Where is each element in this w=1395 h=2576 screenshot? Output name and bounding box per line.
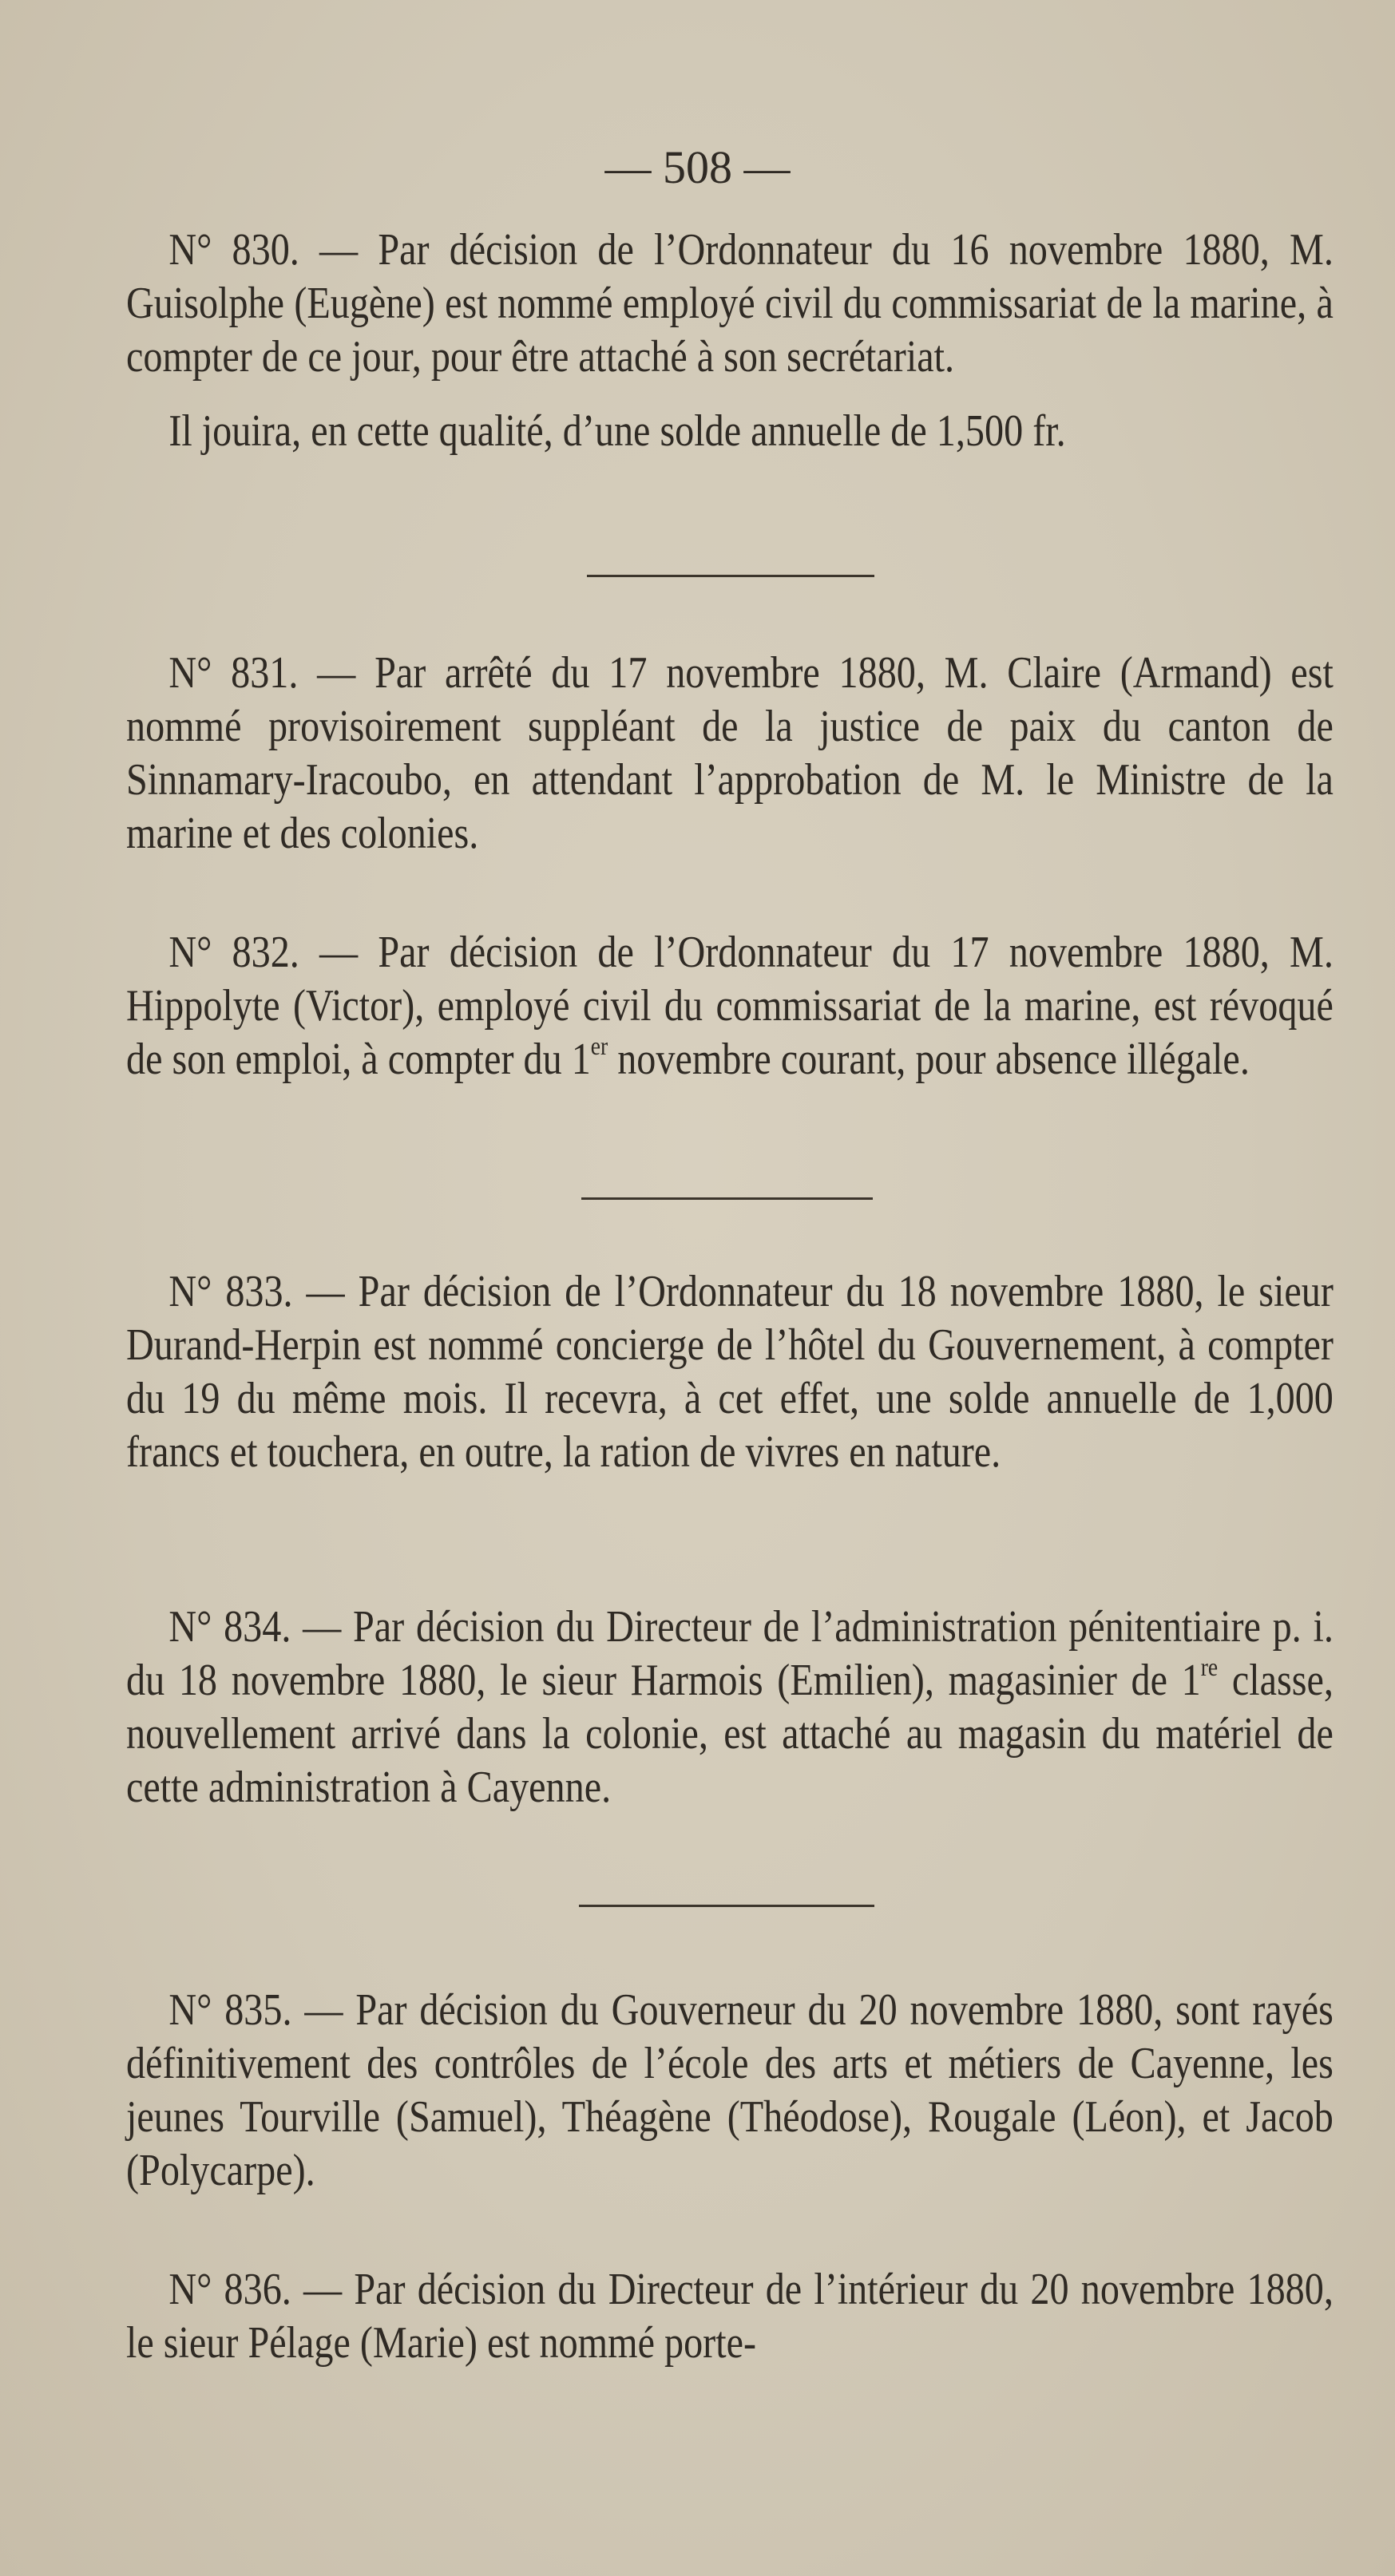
entry-834 [126,1601,1334,1814]
ordinal-superscript: re [1200,1652,1219,1681]
entry-834-text-start: N° 834. — Par décision du Directeur de l’administration pénitentiaire p. i. du 18 novembre 1880, le sieur Harmois (Emilien), magasinier de 1 [126,1602,1334,1705]
entry-834-paragraph [126,1601,1334,1814]
ordinal-superscript: er [590,1031,608,1060]
entry-834-text-end: classe, nouvellement arrivé dans la colonie, est attaché au magasin du matériel de cette administration à Cayenne. [126,1656,1334,1812]
entry-832-text-end: novembre courant, pour absence illégale. [608,1035,1250,1084]
entry-832-paragraph [126,926,1334,1086]
separator-rule [579,1905,874,1907]
entry-830-paragraph-1: N° 830. — Par décision de l’Ordonnateur du 16 novembre 1880, M. Guisolphe (Eugène) est nommé employé civil du commissariat de la marine, à compter de ce jour, pour être attaché à son secrétariat. [126,225,1334,382]
entry-831 [126,647,1334,861]
entry-836 [126,2263,1334,2370]
entry-831-paragraph: N° 831. — Par arrêté du 17 novembre 1880, M. Claire (Armand) est nommé provisoirement suppléant de la justice de paix du canton de Sinnamary-Iracoubo, en attendant l’approbation de M. le Ministre de la marine et des colonies. [126,648,1334,858]
entry-833 [126,1265,1334,1479]
entry-835-paragraph: N° 835. — Par décision du Gouverneur du 20 novembre 1880, sont rayés définitivement des contrôles de l’école des arts et métiers de Cayenne, les jeunes Tourville (Samuel), Théagène (Théodose), Rougale (Léon), et Jacob (Polycarpe). [126,1985,1334,2195]
entry-830 [126,224,1334,458]
separator-rule [587,575,874,577]
separator-rule [581,1197,873,1200]
entry-836-paragraph: N° 836. — Par décision du Directeur de l’intérieur du 20 novembre 1880, le sieur Pélage (Marie) est nommé porte- [126,2265,1334,2368]
entry-832 [126,926,1334,1086]
entry-835 [126,1984,1334,2198]
page-number: — 508 — [604,141,791,193]
entry-830-paragraph-2: Il jouira, en cette qualité, d’une solde annuelle de 1,500 fr. [168,406,1066,456]
entry-832-text-start: N° 832. — Par décision de l’Ordonnateur du 17 novembre 1880, M. Hippolyte (Victor), employé civil du commissariat de la marine, est révoqué de son emploi, à compter du 1 [126,928,1334,1084]
entry-833-paragraph: N° 833. — Par décision de l’Ordonnateur du 18 novembre 1880, le sieur Durand-Herpin est nommé concierge de l’hôtel du Gouvernement, à compter du 19 du même mois. Il recevra, à cet effet, une solde annuelle de 1,000 francs et touchera, en outre, la ration de vivres en nature. [126,1267,1334,1477]
